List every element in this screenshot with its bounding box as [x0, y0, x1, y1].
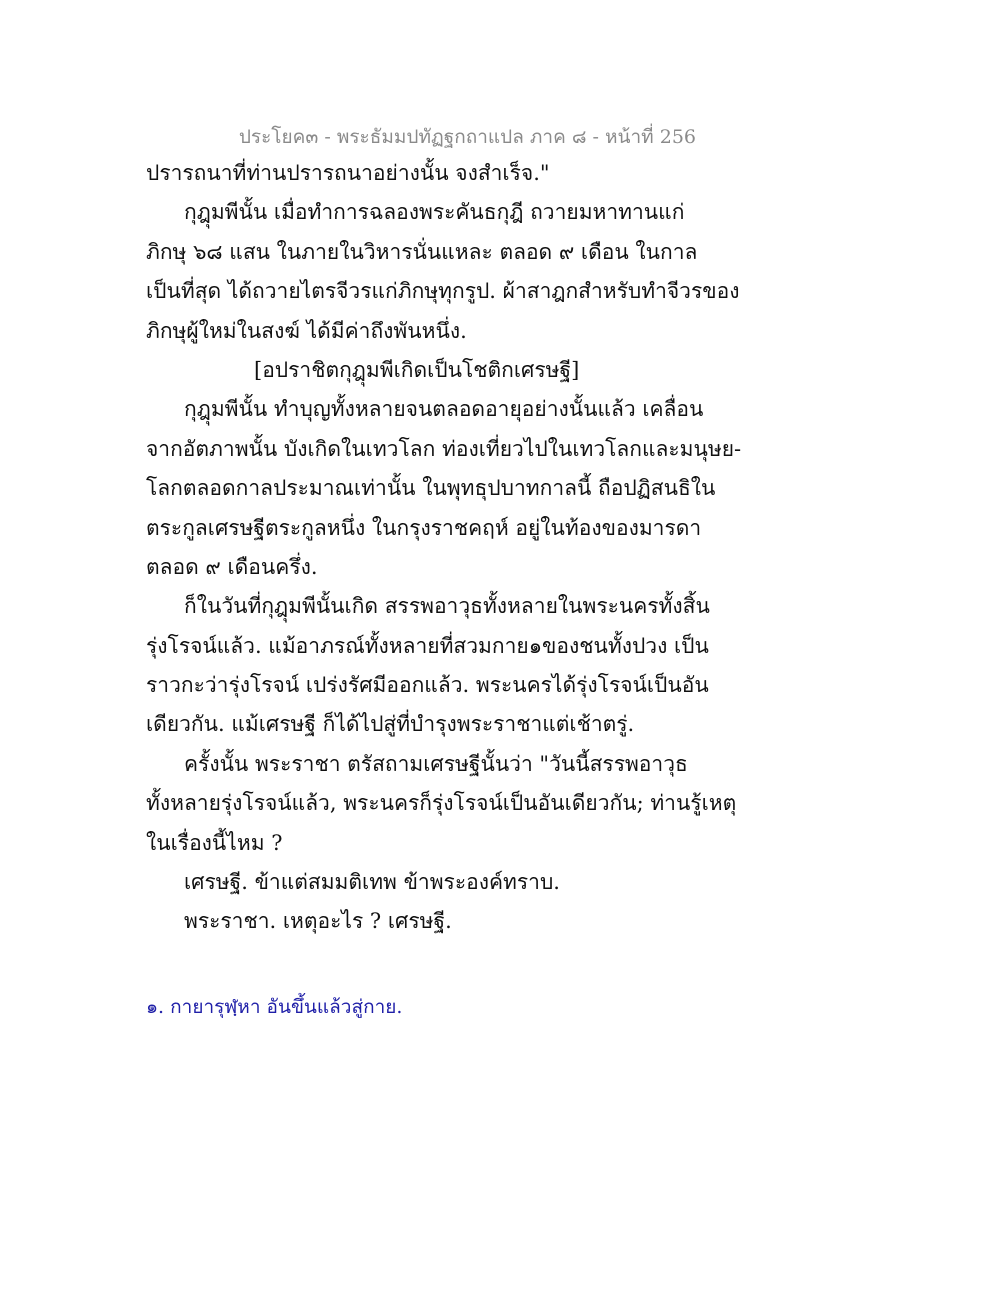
paragraph-line: ในเรื่องนี้ไหม ?: [146, 830, 283, 855]
paragraph-line: ภิกษุ ๖๘ แสน ในภายในวิหารนั่นแหละ ตลอด ๙ เดือน ในกาล: [146, 239, 698, 264]
paragraph-line: รุ่งโรจน์แล้ว. แม้อาภรณ์ทั้งหลายที่สวมกาย๑ของชนทั้งปวง เป็น: [146, 633, 709, 658]
paragraph-line: ครั้งนั้น พระราชา ตรัสถามเศรษฐีนั้นว่า "วันนี้สรรพอาวุธ: [184, 751, 688, 776]
paragraph-line: ปรารถนาที่ท่านปรารถนาอย่างนั้น จงสำเร็จ.": [146, 161, 550, 185]
paragraph-line: ตระกูลเศรษฐีตระกูลหนึ่ง ในกรุงราชคฤห์ อยู่ในท้องของมารดา: [146, 515, 702, 540]
paragraph-line: ตลอด ๙ เดือนครึ่ง.: [146, 554, 318, 579]
paragraph-line: ก็ในวันที่กุฎุมพีนั้นเกิด สรรพอาวุธทั้งหลายในพระนครทั้งสิ้น: [184, 594, 710, 619]
paragraph-line: เป็นที่สุด ได้ถวายไตรจีวรแก่ภิกษุทุกรูป. ผ้าสาฎกสำหรับทำจีวรของ: [146, 279, 740, 304]
paragraph-line: โลกตลอดกาลประมาณเท่านั้น ในพุทธุปบาทกาลนี้ ถือปฏิสนธิใน: [146, 476, 716, 501]
body-text: [146, 154, 846, 942]
paragraph-line: กุฎุมพีนั้น เมื่อทำการฉลองพระคันธกุฎี ถวายมหาทานแก่: [184, 200, 685, 225]
dialogue-line: เศรษฐี. ข้าแต่สมมติเทพ ข้าพระองค์ทราบ.: [184, 870, 560, 895]
footnote: ๑. กายารุฬฺหา อันขึ้นแล้วสู่กาย.: [146, 996, 403, 1018]
paragraph-line: กุฎุมพีนั้น ทำบุญทั้งหลายจนตลอดอายุอย่างนั้นแล้ว เคลื่อน: [184, 397, 704, 422]
dialogue-line: พระราชา. เหตุอะไร ? เศรษฐี.: [184, 909, 452, 934]
paragraph-line: เดียวกัน. แม้เศรษฐี ก็ได้ไปสู่ที่บำรุงพระราชาแต่เช้าตรู่.: [146, 712, 635, 737]
section-heading: [อปราชิตกุฎุมพีเกิดเป็นโชติกเศรษฐี]: [254, 357, 580, 382]
running-header: ประโยค๓ - พระธัมมปทัฏฐกถาแปล ภาค ๘ - หน้าที่ 256: [238, 126, 696, 148]
paragraph-line: ราวกะว่ารุ่งโรจน์ เปร่งรัศมีออกแล้ว. พระนครได้รุ่งโรจน์เป็นอัน: [146, 673, 709, 698]
paragraph-line: ภิกษุผู้ใหม่ในสงฆ์ ได้มีค่าถึงพันหนึ่ง.: [146, 318, 467, 343]
paragraph-line: ทั้งหลายรุ่งโรจน์แล้ว, พระนครก็รุ่งโรจน์เป็นอันเดียวกัน; ท่านรู้เหตุ: [146, 791, 737, 816]
paragraph-line: จากอัตภาพนั้น บังเกิดในเทวโลก ท่องเที่ยวไปในเทวโลกและมนุษย-: [146, 436, 742, 461]
